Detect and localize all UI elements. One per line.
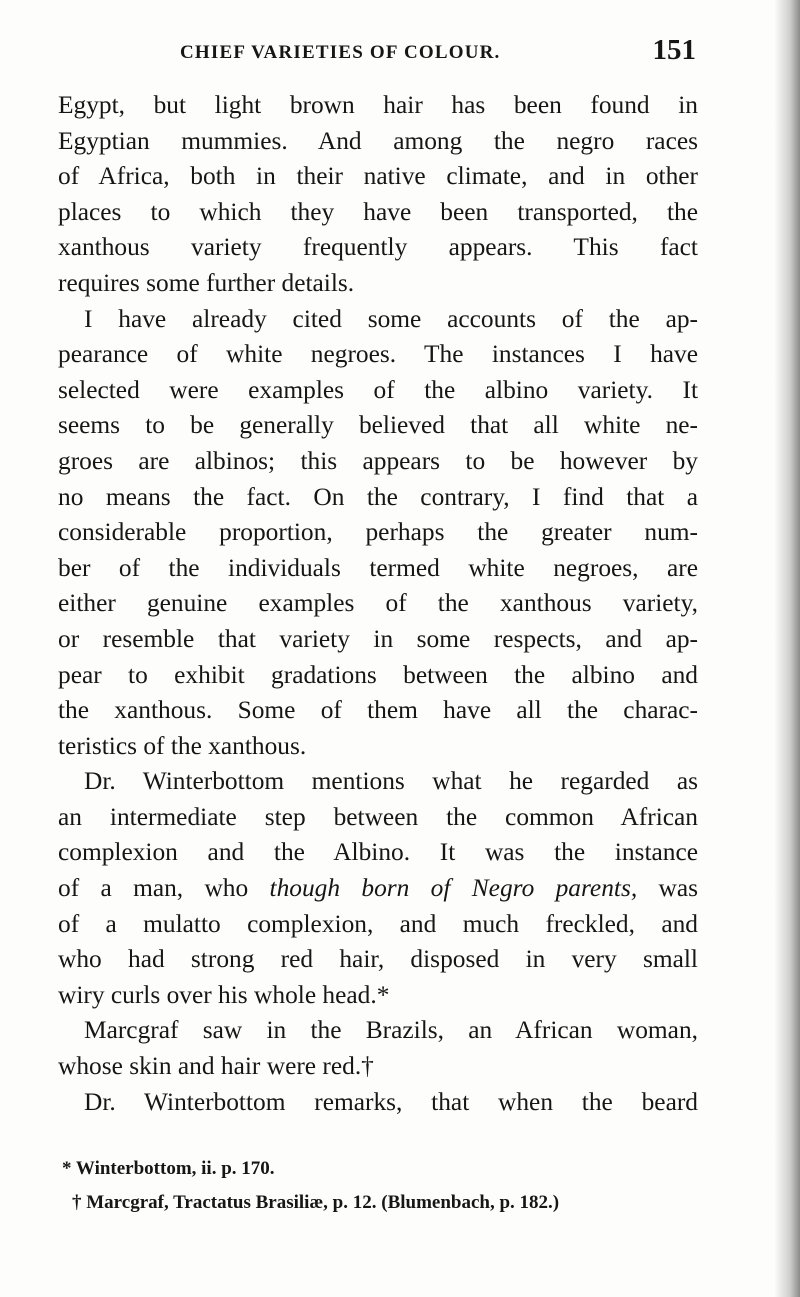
text-segment: of a man, who (58, 874, 270, 903)
text-line: the xanthous. Some of them have all the charac- (58, 696, 698, 725)
text-line: who had strong red hair, disposed in very small (58, 945, 698, 974)
text-line: pearance of white negroes. The instances I have (58, 340, 698, 369)
text-line: Egyptian mummies. And among the negro races (58, 126, 698, 155)
running-head: CHIEF VARIETIES OF COLOUR. (180, 42, 501, 63)
text-line: of a mulatto complexion, and much freckled, and (58, 909, 698, 938)
text-line: of Africa, both in their native climate, and in other (58, 162, 698, 191)
text-line: seems to be generally believed that all white ne- (58, 411, 698, 440)
text-line: either genuine examples of the xanthous variety, (58, 589, 698, 618)
text-line: Dr. Winterbottom mentions what he regarded as (84, 767, 698, 796)
text-line: an intermediate step between the common African (58, 802, 698, 831)
text-line: selected were examples of the albino variety. It (58, 375, 698, 404)
text-line: requires some further details. (58, 268, 355, 297)
text-line: considerable proportion, perhaps the greater num- (58, 518, 698, 547)
text-line: I have already cited some accounts of the ap- (84, 304, 698, 333)
body-text (58, 88, 698, 1120)
text-line: complexion and the Albino. It was the instance (58, 838, 698, 867)
paragraph-5 (58, 1085, 698, 1121)
text-line: groes are albinos; this appears to be however by (58, 446, 698, 475)
text-line: whose skin and hair were red.† (58, 1052, 374, 1081)
text-line: no means the fact. On the contrary, I find that a (58, 482, 698, 511)
text-line: xanthous variety frequently appears. This fact (58, 233, 698, 262)
footnote-2: † Marcgraf, Tractatus Brasiliæ, p. 12. (Blumenbach, p. 182.) (72, 1192, 560, 1213)
text-line: pear to exhibit gradations between the albino and (58, 660, 698, 689)
page-header (180, 34, 696, 74)
page-number: 151 (652, 34, 696, 66)
text-line: Marcgraf saw in the Brazils, an African woman, (84, 1016, 698, 1045)
paragraph-2 (58, 302, 698, 765)
italic-phrase: though born of Negro parents, (269, 874, 638, 903)
text-line: places to which they have been transported, the (58, 197, 698, 226)
text-line: or resemble that variety in some respects, and ap- (58, 624, 698, 653)
text-segment: was (637, 874, 698, 903)
paragraph-1 (58, 88, 698, 302)
text-line-with-italic (58, 871, 698, 907)
paragraph-3 (58, 764, 698, 1013)
text-line: Dr. Winterbottom remarks, that when the beard (84, 1087, 698, 1116)
text-line: Egypt, but light brown hair has been found in (58, 91, 698, 119)
text-line: wiry curls over his whole head.* (58, 980, 390, 1009)
text-line: teristics of the xanthous. (58, 731, 307, 760)
page-edge-shadow (774, 0, 800, 1297)
paragraph-4 (58, 1013, 698, 1084)
footnote-1: * Winterbottom, ii. p. 170. (62, 1158, 275, 1179)
text-line: ber of the individuals termed white negroes, are (58, 553, 698, 582)
footnotes (62, 1152, 702, 1220)
